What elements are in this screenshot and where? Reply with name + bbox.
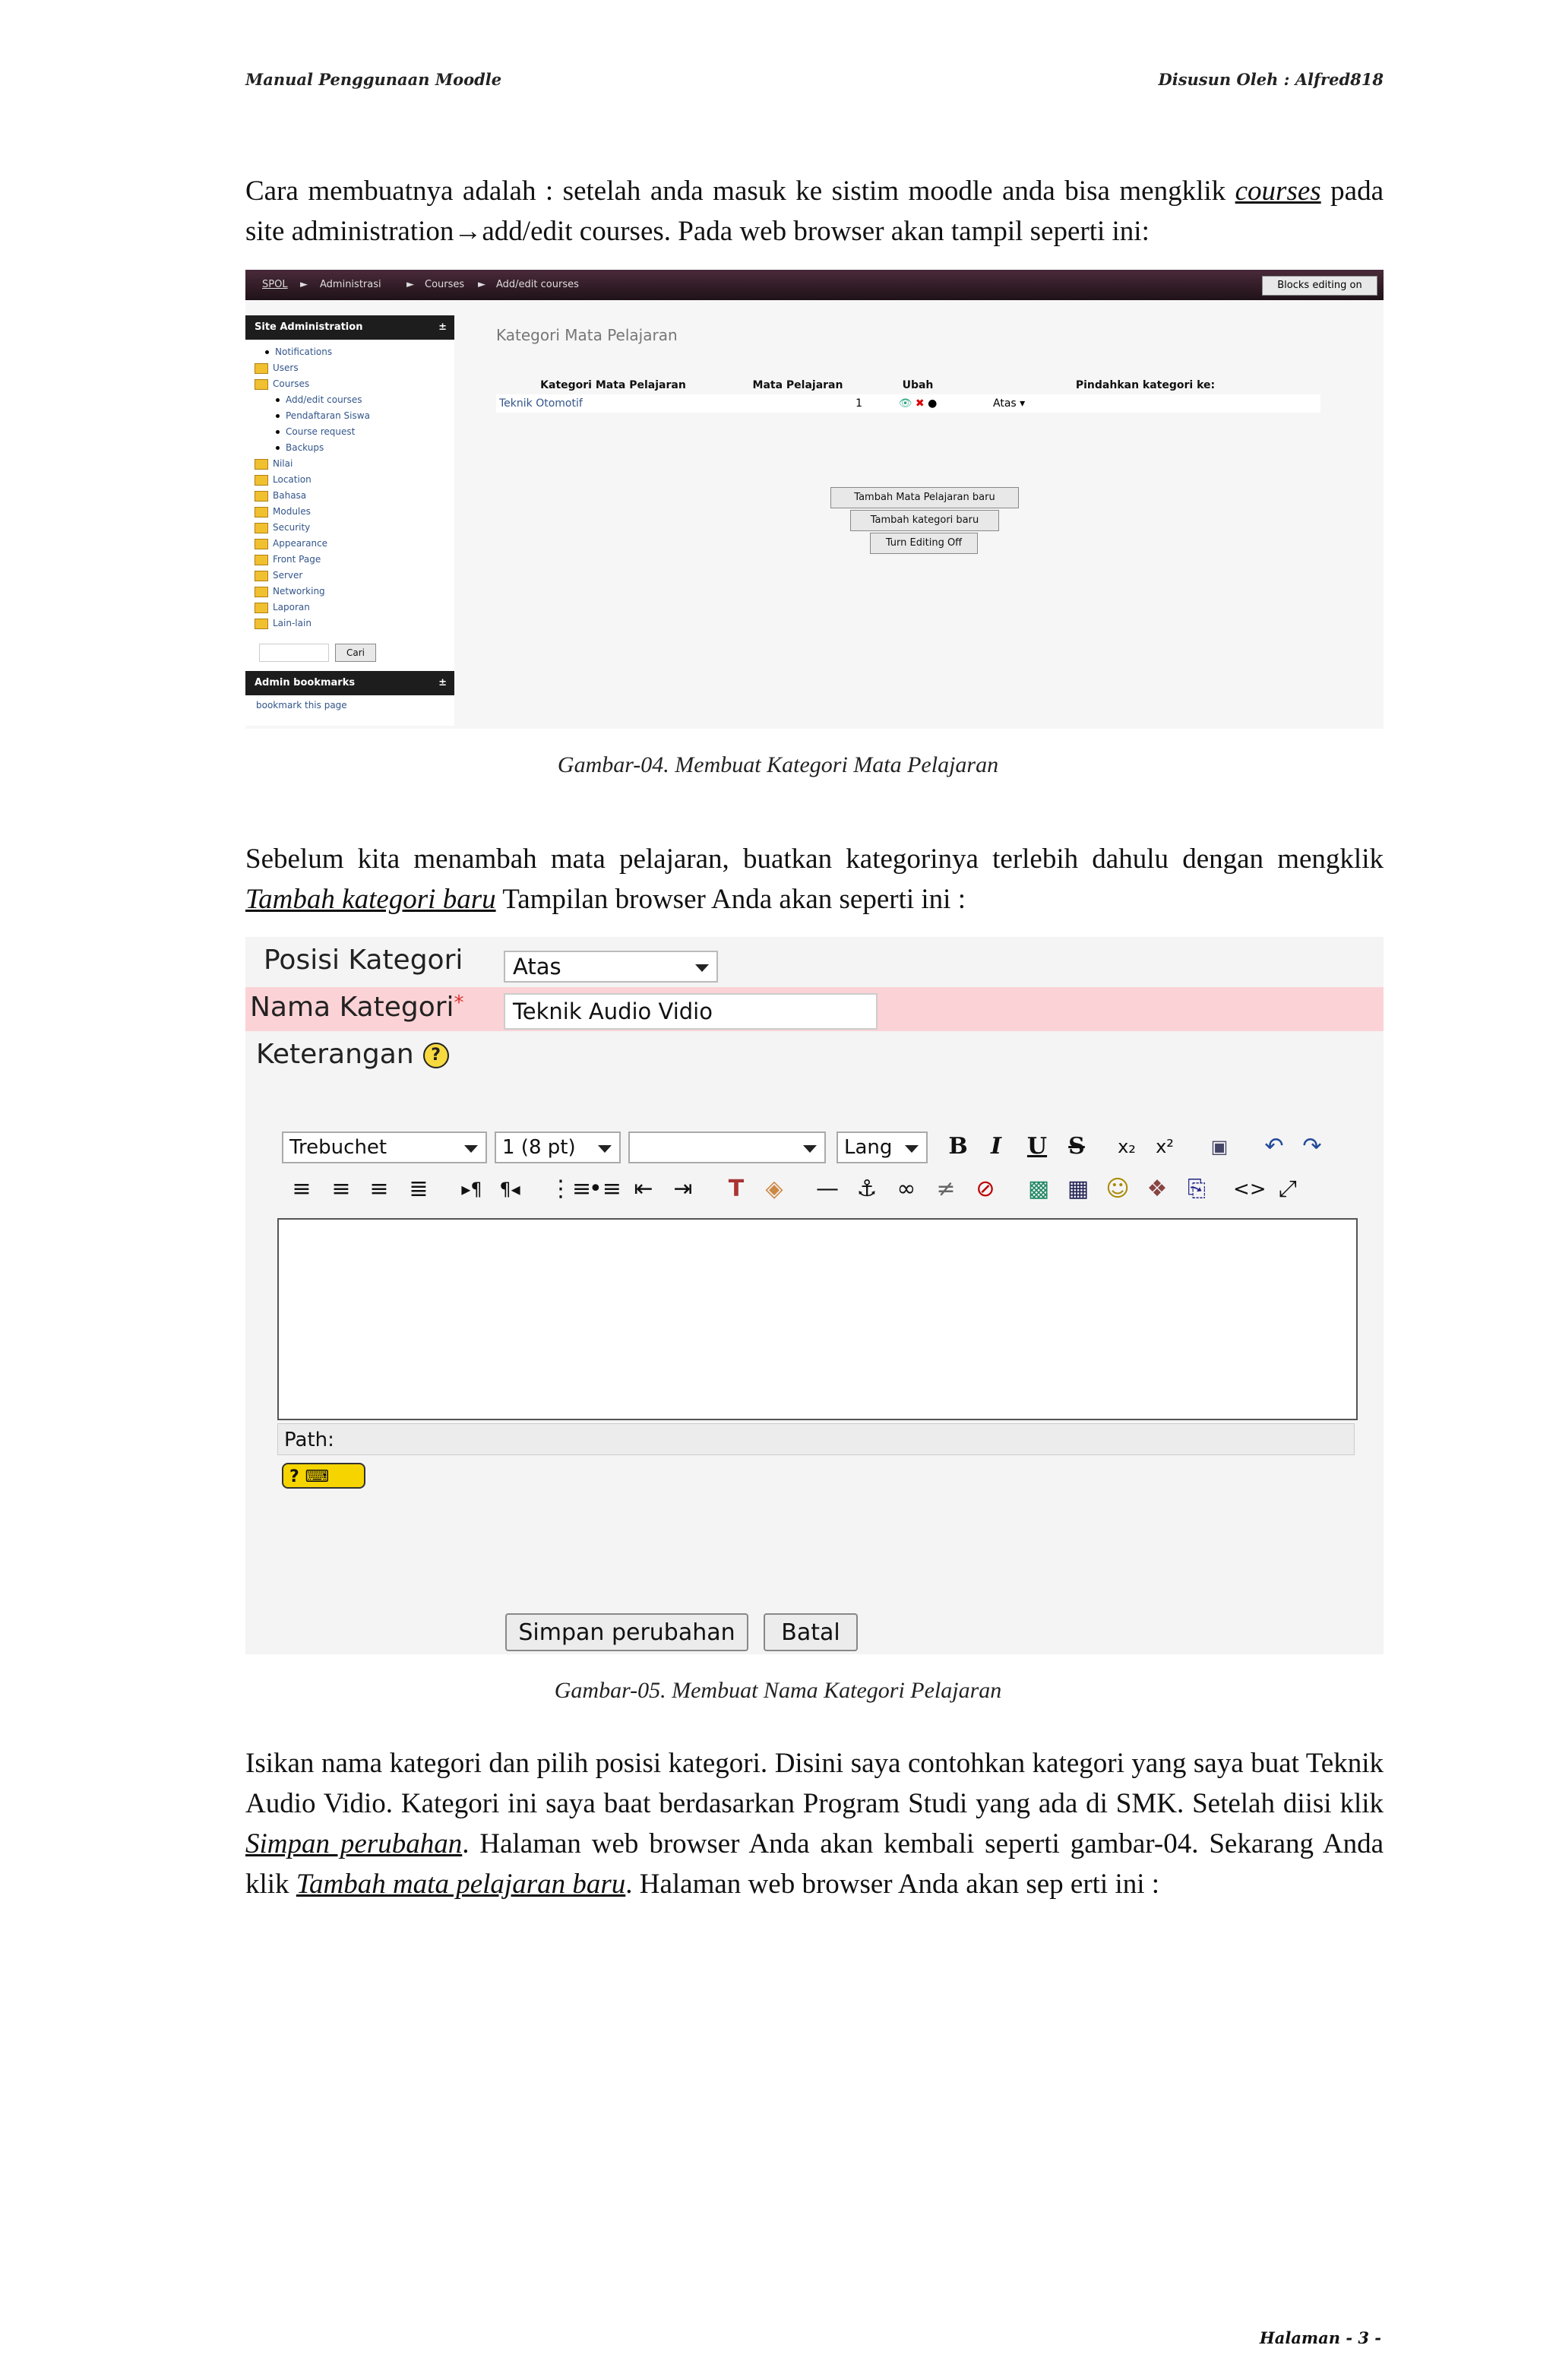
col-header: Kategori Mata Pelajaran bbox=[540, 379, 686, 391]
admin-tree-item[interactable] bbox=[245, 424, 454, 440]
redo-icon[interactable]: ↷ bbox=[1302, 1133, 1322, 1160]
admin-tree-item[interactable] bbox=[245, 472, 454, 488]
bullet-icon bbox=[276, 430, 280, 434]
folder-icon bbox=[255, 555, 268, 565]
find-replace-icon[interactable]: ⎘ bbox=[1188, 1176, 1206, 1202]
nama-input[interactable]: Teknik Audio Vidio bbox=[504, 993, 878, 1030]
align-left-icon[interactable]: ≡ bbox=[292, 1176, 312, 1202]
admin-tree-item[interactable] bbox=[245, 536, 454, 552]
italic-icon[interactable]: I bbox=[990, 1133, 1002, 1160]
text-color-icon[interactable]: T bbox=[728, 1176, 745, 1202]
fullscreen-icon[interactable]: ⤢ bbox=[1279, 1176, 1297, 1202]
folder-icon bbox=[255, 491, 268, 502]
folder-icon bbox=[255, 475, 268, 486]
folder-icon bbox=[255, 603, 268, 613]
admin-tree-label: Lain-lain bbox=[273, 618, 312, 628]
bullet-icon bbox=[276, 414, 280, 418]
paragraph-2: Sebelum kita menambah mata pelajaran, buatkan kategorinya terlebih dahulu dengan mengklik Tambah kategori baru Tampilan browser Anda akan seperti ini : bbox=[245, 843, 1384, 915]
strikethrough-icon[interactable]: S bbox=[1068, 1133, 1085, 1160]
lang-select[interactable]: Lang bbox=[837, 1131, 928, 1163]
admin-tree-item[interactable] bbox=[245, 440, 454, 456]
admin-tree-label: Modules bbox=[273, 506, 311, 517]
admin-tree-label: Location bbox=[273, 474, 312, 485]
admin-tree-item[interactable] bbox=[245, 344, 454, 360]
col-header: Ubah bbox=[902, 379, 934, 391]
html-source-icon[interactable]: <> bbox=[1233, 1178, 1267, 1201]
bullet-icon bbox=[276, 446, 280, 450]
navbar bbox=[245, 270, 1384, 300]
breadcrumb-item[interactable]: Administrasi bbox=[320, 279, 381, 290]
turn-editing-off-button[interactable]: Turn Editing Off bbox=[870, 533, 978, 554]
image-icon[interactable]: ▩ bbox=[1027, 1176, 1050, 1202]
admin-tree-label: Pendaftaran Siswa bbox=[286, 410, 370, 421]
table-header-row bbox=[496, 376, 1320, 394]
folder-icon bbox=[255, 363, 268, 374]
align-right-icon[interactable]: ≡ bbox=[369, 1176, 389, 1202]
folder-icon bbox=[255, 619, 268, 629]
admin-tree-label: Networking bbox=[273, 586, 325, 597]
add-course-button[interactable]: Tambah Mata Pelajaran baru bbox=[830, 487, 1019, 508]
paragraph-1: Cara membuatnya adalah : setelah anda masuk ke sistim moodle anda bisa mengklik courses pada site administration→add/edit courses. Pada web browser akan tampil seperti ini: bbox=[245, 176, 1384, 247]
bullet-icon bbox=[265, 350, 269, 354]
admin-tree-item[interactable] bbox=[245, 456, 454, 472]
keterangan-label: Keterangan ? bbox=[256, 1039, 449, 1070]
folder-icon bbox=[255, 507, 268, 517]
breadcrumb-item[interactable]: Courses bbox=[425, 279, 465, 290]
dropdown-arrow-icon bbox=[464, 1145, 478, 1153]
admin-tree-item[interactable] bbox=[245, 568, 454, 584]
caption-1: Gambar-04. Membuat Kategori Mata Pelajaran bbox=[557, 752, 999, 777]
move-select[interactable]: Atas ▾ bbox=[993, 397, 1026, 410]
add-course-link[interactable]: Tambah mata pelajaran baru bbox=[296, 1869, 626, 1900]
admin-tree-label: Bahasa bbox=[273, 490, 307, 501]
admin-tree-label: Appearance bbox=[273, 538, 328, 549]
header-right: Disusun Oleh : Alfred818 bbox=[1158, 70, 1384, 89]
horizontal-rule-icon[interactable]: — bbox=[816, 1176, 839, 1202]
keyboard-help-icon[interactable]: ? ⌨ bbox=[282, 1463, 365, 1489]
unordered-list-icon[interactable]: •≡ bbox=[589, 1176, 621, 1202]
table-icon[interactable]: ▦ bbox=[1067, 1176, 1090, 1202]
smiley-icon[interactable]: ☺ bbox=[1105, 1176, 1130, 1202]
col-header: Pindahkan kategori ke: bbox=[1075, 379, 1216, 391]
edit-actions bbox=[865, 394, 970, 413]
format-select[interactable] bbox=[628, 1131, 826, 1163]
admin-tree-label: Courses bbox=[273, 378, 310, 389]
folder-icon bbox=[255, 459, 268, 470]
cancel-button[interactable]: Batal bbox=[764, 1613, 858, 1651]
site-admin-block-header: Site Administration ± bbox=[245, 315, 454, 340]
underline-icon[interactable]: U bbox=[1026, 1133, 1048, 1160]
font-family-select[interactable]: Trebuchet bbox=[282, 1131, 487, 1163]
bookmark-link[interactable]: bookmark this page bbox=[256, 700, 347, 711]
courses-link[interactable]: courses bbox=[1235, 176, 1321, 207]
rtl-icon[interactable]: ¶◂ bbox=[499, 1179, 520, 1200]
page-number: Halaman - 3 - bbox=[1259, 2328, 1381, 2347]
ltr-icon[interactable]: ▸¶ bbox=[461, 1179, 482, 1200]
admin-tree-label: Add/edit courses bbox=[286, 394, 362, 405]
breadcrumb-item[interactable]: SPOL bbox=[262, 279, 288, 290]
admin-tree-label: Security bbox=[273, 522, 311, 533]
admin-tree-item[interactable] bbox=[245, 616, 454, 631]
breadcrumb-sep-icon: ► bbox=[300, 279, 308, 290]
hide-icon[interactable]: 👁 bbox=[898, 397, 912, 410]
admin-tree-label: Front Page bbox=[273, 554, 321, 565]
posisi-label: Posisi Kategori bbox=[264, 945, 463, 976]
dropdown-arrow-icon bbox=[905, 1145, 919, 1153]
required-mark: * bbox=[454, 992, 464, 1014]
editor-path: Path: bbox=[277, 1423, 1355, 1455]
folder-icon bbox=[255, 539, 268, 549]
admin-tree-label: Users bbox=[273, 362, 299, 373]
admin-tree-label: Notifications bbox=[275, 347, 333, 357]
admin-tree-label: Server bbox=[273, 570, 303, 581]
admin-search-input[interactable] bbox=[259, 644, 329, 662]
folder-icon bbox=[255, 379, 268, 390]
save-link[interactable]: Simpan perubahan bbox=[245, 1828, 463, 1859]
dropdown-arrow-icon bbox=[598, 1145, 612, 1153]
subscript-icon[interactable]: x₂ bbox=[1118, 1136, 1136, 1157]
justify-icon[interactable]: ≣ bbox=[409, 1176, 429, 1202]
bookmarks-block-header: Admin bookmarks ± bbox=[245, 671, 454, 695]
nama-row bbox=[245, 987, 1384, 1031]
delete-icon[interactable]: ✖ bbox=[915, 397, 925, 410]
move-icon[interactable]: ● bbox=[928, 397, 938, 410]
admin-tree-label: Nilai bbox=[273, 458, 293, 469]
link-icon[interactable]: ∞ bbox=[897, 1176, 916, 1202]
page-heading: Kategori Mata Pelajaran bbox=[496, 326, 678, 344]
folder-icon bbox=[255, 523, 268, 533]
search-button[interactable]: Cari bbox=[335, 644, 376, 662]
breadcrumb-sep-icon: ► bbox=[478, 279, 485, 290]
bg-color-icon[interactable]: ◈ bbox=[765, 1176, 783, 1202]
admin-tree-label: Backups bbox=[286, 442, 324, 453]
posisi-select[interactable]: Atas bbox=[504, 951, 718, 983]
undo-icon[interactable]: ↶ bbox=[1264, 1133, 1284, 1160]
keterangan-row bbox=[245, 1036, 1384, 1081]
folder-icon bbox=[255, 571, 268, 581]
screenshot-course-categories bbox=[245, 270, 1384, 729]
admin-tree-item[interactable] bbox=[245, 600, 454, 616]
admin-tree-item[interactable] bbox=[245, 392, 454, 408]
blocks-editing-button[interactable]: Blocks editing on bbox=[1262, 276, 1377, 296]
nama-label: Nama Kategori* bbox=[250, 992, 464, 1023]
indent-icon[interactable]: ⇥ bbox=[673, 1176, 693, 1202]
help-icon[interactable]: ? bbox=[423, 1043, 449, 1068]
admin-tree-item[interactable] bbox=[245, 584, 454, 600]
caption-2: Gambar-05. Membuat Nama Kategori Pelajaran bbox=[554, 1678, 1002, 1703]
table-row bbox=[496, 394, 1320, 413]
font-size-select[interactable]: 1 (8 pt) bbox=[495, 1131, 621, 1163]
admin-tree-item[interactable] bbox=[245, 376, 454, 392]
save-button[interactable]: Simpan perubahan bbox=[505, 1613, 748, 1651]
outdent-icon[interactable]: ⇤ bbox=[634, 1176, 653, 1202]
folder-icon bbox=[255, 587, 268, 597]
admin-tree-item[interactable] bbox=[245, 504, 454, 520]
breadcrumb-item: Add/edit courses bbox=[496, 279, 579, 290]
col-header: Mata Pelajaran bbox=[752, 379, 843, 391]
breadcrumb-sep-icon: ► bbox=[406, 279, 414, 290]
screenshot-category-form bbox=[245, 937, 1384, 1654]
admin-tree-item[interactable] bbox=[245, 488, 454, 504]
admin-tree-item[interactable] bbox=[245, 552, 454, 568]
dropdown-arrow-icon bbox=[803, 1145, 817, 1153]
add-category-link[interactable]: Tambah kategori baru bbox=[245, 884, 496, 915]
admin-tree-item[interactable] bbox=[245, 408, 454, 424]
ordered-list-icon[interactable]: ⋮≡ bbox=[549, 1176, 592, 1202]
bullet-icon bbox=[276, 398, 280, 402]
admin-tree-item[interactable] bbox=[245, 520, 454, 536]
unlink-icon[interactable]: ≠ bbox=[936, 1176, 956, 1202]
category-link[interactable]: Teknik Otomotif bbox=[499, 397, 583, 410]
admin-tree bbox=[245, 344, 454, 631]
admin-tree-item[interactable] bbox=[245, 360, 454, 376]
dropdown-arrow-icon bbox=[695, 964, 709, 972]
category-table bbox=[496, 376, 1320, 413]
admin-tree-label: Laporan bbox=[273, 602, 310, 612]
bold-icon[interactable]: B bbox=[948, 1133, 968, 1160]
editor-textarea[interactable] bbox=[277, 1218, 1358, 1420]
align-center-icon[interactable]: ≡ bbox=[331, 1176, 351, 1202]
posisi-row bbox=[245, 937, 1384, 987]
anchor-icon[interactable]: ⚓ bbox=[856, 1176, 878, 1202]
header-left: Manual Penggunaan Moodle bbox=[245, 70, 502, 89]
special-char-icon[interactable]: ❖ bbox=[1146, 1176, 1168, 1202]
superscript-icon[interactable]: x² bbox=[1156, 1136, 1174, 1157]
collapse-icon[interactable]: ± bbox=[438, 677, 447, 688]
admin-tree-label: Course request bbox=[286, 426, 356, 437]
nolink-icon[interactable]: ⊘ bbox=[976, 1176, 995, 1202]
add-category-button[interactable]: Tambah kategori baru bbox=[850, 510, 999, 531]
course-count: 1 bbox=[855, 397, 862, 410]
main-content bbox=[473, 315, 1384, 726]
admin-search bbox=[259, 644, 454, 666]
collapse-icon[interactable]: ± bbox=[438, 321, 447, 333]
sidebar bbox=[245, 315, 454, 726]
clean-word-icon[interactable]: ▣ bbox=[1210, 1136, 1229, 1157]
paragraph-3: Isikan nama kategori dan pilih posisi kategori. Disini saya contohkan kategori yang saya buat Teknik Audio Vidio. Kategori ini saya baat berdasarkan Program Studi yang ada di SMK. Setelah diisi klik Simpan perubahan. Halaman web browser Anda akan kembali seperti gambar-04. Sekarang Anda klik Tambah mata pelajaran baru. Halaman web browser Anda akan sep erti ini : bbox=[245, 1748, 1384, 1900]
